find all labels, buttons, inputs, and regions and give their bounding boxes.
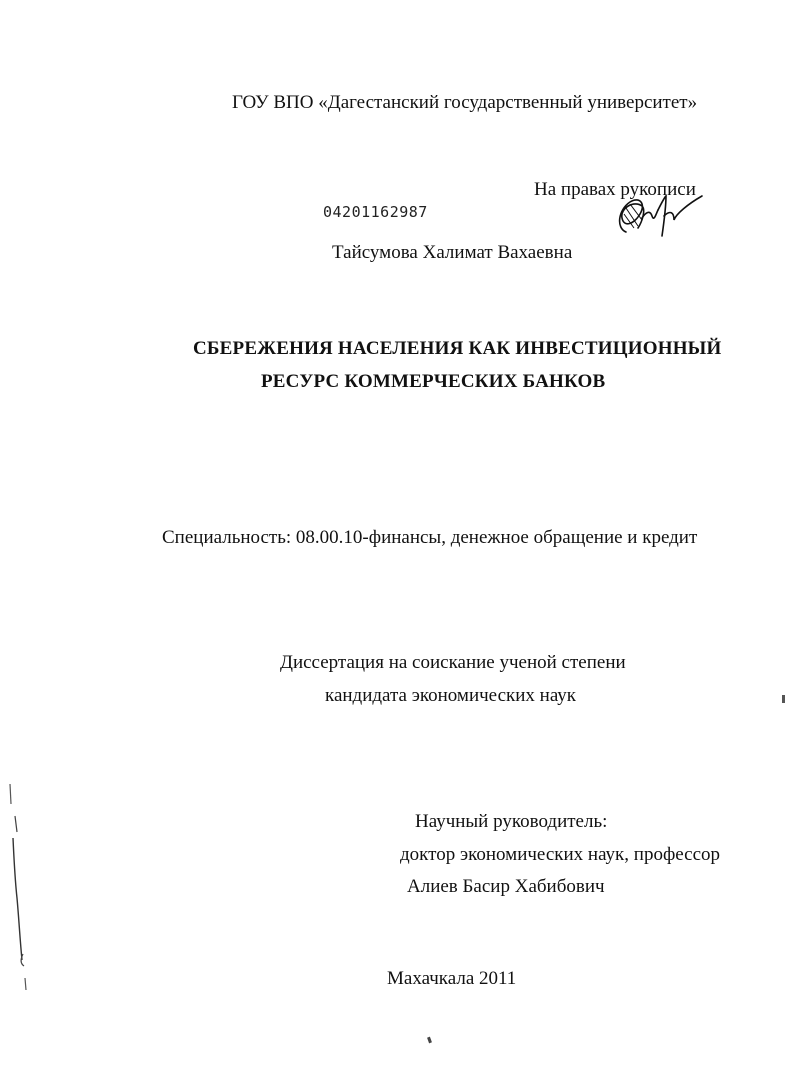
- scan-edge-mark: [0, 780, 40, 1000]
- signature-icon: [612, 188, 704, 240]
- author-name: Тайсумова Халимат Вахаевна: [332, 242, 573, 263]
- supervisor-name: Алиев Басир Хабибович: [407, 876, 605, 897]
- registration-code: 04201162987: [323, 203, 428, 221]
- supervisor-rank: доктор экономических наук, профессор: [400, 844, 721, 865]
- scan-speck: [427, 1037, 432, 1044]
- degree-line-1: Диссертация на соискание ученой степени: [280, 652, 626, 673]
- university-name: ГОУ ВПО «Дагестанский государственный университет»: [232, 92, 698, 113]
- degree-line-2: кандидата экономических наук: [325, 685, 577, 706]
- scan-speck: [782, 695, 785, 703]
- manuscript-rights-label: На правах рукописи: [534, 179, 696, 200]
- city-year: Махачкала 2011: [387, 968, 517, 989]
- supervisor-label: Научный руководитель:: [415, 811, 608, 832]
- dissertation-title-line-1: СБЕРЕЖЕНИЯ НАСЕЛЕНИЯ КАК ИНВЕСТИЦИОННЫЙ: [193, 338, 722, 359]
- dissertation-title-line-2: РЕСУРС КОММЕРЧЕСКИХ БАНКОВ: [261, 371, 606, 392]
- specialty: Специальность: 08.00.10-финансы, денежное обращение и кредит: [162, 527, 698, 548]
